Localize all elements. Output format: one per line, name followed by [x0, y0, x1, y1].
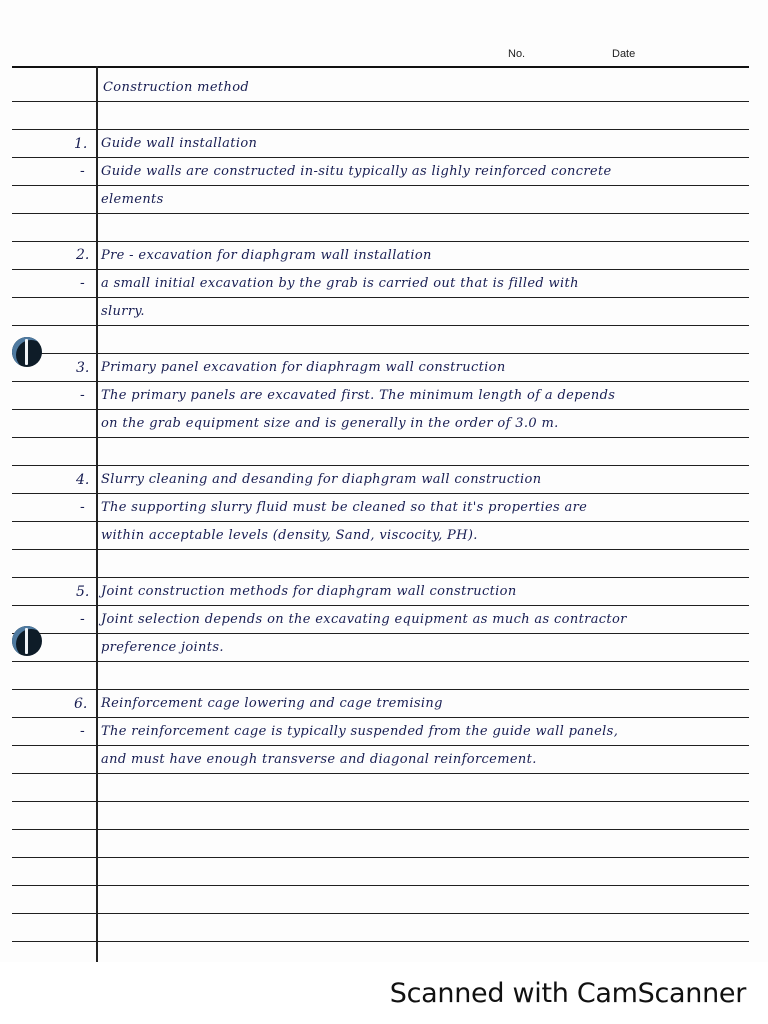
ruled-line: [12, 717, 749, 718]
ruled-line: [12, 381, 749, 382]
ruled-line: [12, 297, 749, 298]
ruled-line: [12, 353, 749, 354]
step-number: 6.: [74, 696, 88, 712]
step-detail: The primary panels are excavated first. The minimum length of a depends: [101, 388, 616, 403]
step-heading: Guide wall installation: [101, 136, 258, 151]
step-detail: elements: [101, 192, 164, 207]
ruled-line: [12, 605, 749, 606]
step-number: 3.: [76, 360, 90, 376]
ruled-line: [12, 829, 749, 830]
step-detail: Guide walls are constructed in-situ typically as lighly reinforced concrete: [101, 164, 612, 179]
ruled-line: [12, 241, 749, 242]
ruled-line: [12, 941, 749, 942]
ruled-line: [12, 437, 749, 438]
step-detail: The supporting slurry fluid must be cleaned so that it's properties are: [101, 500, 588, 515]
ruled-line: [12, 409, 749, 410]
ruled-line: [12, 549, 749, 550]
ruled-line: [12, 101, 749, 102]
bullet-dash: -: [80, 723, 85, 739]
binder-hole-icon: [12, 626, 42, 656]
ruled-line: [12, 493, 749, 494]
ruled-line: [12, 577, 749, 578]
step-detail: a small initial excavation by the grab is carried out that is filled with: [101, 276, 579, 291]
step-detail: slurry.: [101, 304, 145, 319]
step-detail: preference joints.: [101, 640, 224, 655]
ruled-line: [12, 129, 749, 130]
ruled-line: [12, 465, 749, 466]
step-number: 4.: [76, 472, 90, 488]
ruled-line: [12, 885, 749, 886]
ruled-line: [12, 773, 749, 774]
bullet-dash: -: [80, 275, 85, 291]
ruled-line: [12, 857, 749, 858]
ruled-line: [12, 521, 749, 522]
step-detail: within acceptable levels (density, Sand, viscocity, PH).: [101, 528, 478, 543]
step-detail: on the grab equipment size and is generally in the order of 3.0 m.: [101, 416, 559, 431]
date-label: Date: [612, 48, 636, 60]
ruled-line: [12, 157, 749, 158]
step-detail: The reinforcement cage is typically suspended from the guide wall panels,: [101, 724, 619, 739]
step-number: 5.: [76, 584, 90, 600]
ruled-line: [12, 661, 749, 662]
step-detail: and must have enough transverse and diagonal reinforcement.: [101, 752, 537, 767]
bullet-dash: -: [80, 499, 85, 515]
ruled-line: [12, 325, 749, 326]
ruled-line: [12, 269, 749, 270]
bullet-dash: -: [80, 163, 85, 179]
bullet-dash: -: [80, 611, 85, 627]
step-heading: Reinforcement cage lowering and cage tremising: [101, 696, 443, 711]
scanner-watermark: Scanned with CamScanner: [389, 978, 746, 1009]
top-rule: [12, 66, 749, 68]
ruled-line: [12, 185, 749, 186]
step-detail: Joint selection depends on the excavating equipment as much as contractor: [101, 612, 627, 627]
page-title: Construction method: [103, 80, 250, 95]
step-heading: Primary panel excavation for diaphragm wall construction: [101, 360, 506, 375]
step-heading: Slurry cleaning and desanding for diaphgram wall construction: [101, 472, 542, 487]
ruled-line: [12, 801, 749, 802]
page-number-label: No.: [508, 48, 526, 60]
step-number: 2.: [76, 247, 90, 263]
ruled-line: [12, 913, 749, 914]
ruled-line: [12, 745, 749, 746]
ruled-line: [12, 633, 749, 634]
step-number: 1.: [74, 136, 88, 152]
step-heading: Pre - excavation for diaphgram wall installation: [101, 248, 432, 263]
step-heading: Joint construction methods for diaphgram wall construction: [101, 584, 517, 599]
binder-hole-icon: [12, 337, 42, 367]
bullet-dash: -: [80, 387, 85, 403]
margin-rule: [96, 66, 98, 962]
ruled-line: [12, 689, 749, 690]
ruled-line: [12, 213, 749, 214]
